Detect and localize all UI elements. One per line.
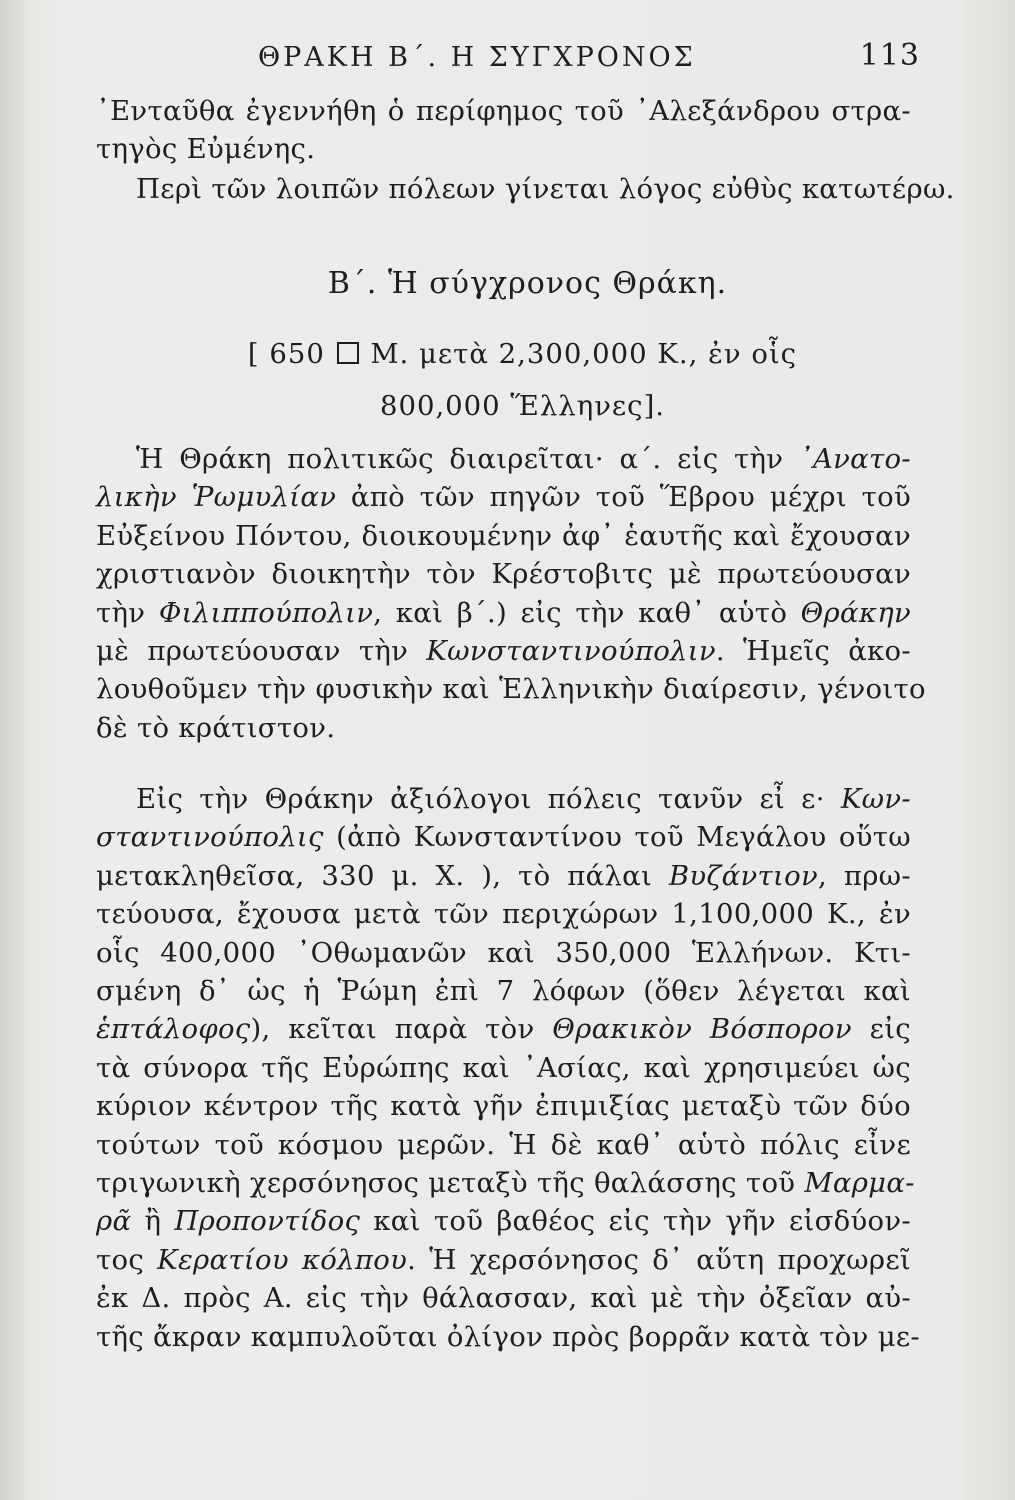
running-head: ΘΡΑΚΗ Β΄. Η ΣΥΓΧΡΟΝΟΣ (258, 42, 696, 73)
area-population-line (0, 338, 1015, 370)
text-line: λουθοῦμεν τὴν φυσικὴν καὶ Ἑλληνικὴν διαίρεσιν, γένοιτο (96, 673, 926, 706)
text-line: Εὐξείνου Πόντου, διοικουμένην ἀφ᾿ ἑαυτῆς καὶ ἔχουσαν (96, 519, 911, 552)
stats-text: [ 650 (247, 338, 325, 370)
text-line: ἑπτάλοφος), κεῖται παρὰ τὸν Θρακικὸν Βόσπορον εἰς (96, 1013, 912, 1046)
text-line: τριγωνικὴ χερσόνησος μεταξὺ τῆς θαλάσσης τοῦ Μαρμα- (96, 1167, 915, 1200)
text-line: τηγὸς Εὐμένης. (96, 133, 316, 166)
text-line: Ἡ Θράκη πολιτικῶς διαιρεῖται· α΄. εἰς τὴν ᾿Ανατο- (136, 443, 911, 475)
text-line: σταντινούπολις (ἀπὸ Κωνσταντίνου τοῦ Μεγάλου οὕτω (96, 821, 911, 854)
greek-population-line: 800,000 Ἕλληνες]. (379, 390, 666, 422)
paragraph-other-cities (96, 170, 955, 208)
text-line: μὲ πρωτεύουσαν τὴν Κωνσταντινούπολιν. Ἡμεῖς ἀκο- (96, 635, 911, 668)
text-line: ρᾶ ἢ Προποντίδος καὶ τοῦ βαθέος εἰς τὴν γῆν εἰσδύον- (96, 1205, 911, 1238)
text-line: μετακληθεῖσα, 330 μ. Χ. ), τὸ πάλαι Βυζάντιον, πρω- (96, 859, 911, 892)
paragraph-eumenes (96, 92, 911, 169)
text-line: τὰ σύνορα τῆς Εὐρώπης καὶ ᾿Ασίας, καὶ χρησιμεύει ὡς (96, 1051, 911, 1084)
text-line: τὴν Φιλιππούπολιν, καὶ β΄.) εἰς τὴν καθ᾿ αὑτὸ Θράκην (96, 596, 911, 629)
paragraph-constantinople (96, 780, 921, 1356)
text-line: τος Κερατίου κόλπου. Ἡ χερσόνησος δ᾿ αὕτη προχωρεῖ (96, 1243, 911, 1276)
square-miles-icon (337, 342, 359, 364)
text-line: ᾿Ενταῦθα ἐγεννήθη ὁ περίφημος τοῦ ᾿Αλεξάνδρου στρα- (96, 95, 911, 127)
page-number: 113 (859, 38, 920, 73)
text-line: Εἰς τὴν Θράκην ἀξιόλογοι πόλεις τανῦν εἶ ε· Κων- (136, 783, 911, 815)
text-line: χριστιανὸν διοικητὴν τὸν Κρέστοβιτς μὲ πρωτεύουσαν (96, 558, 911, 591)
text-line: τεύουσα, ἔχουσα μετὰ τῶν περιχώρων 1,100,000 Κ., ἐν (96, 898, 911, 931)
text-line: Περὶ τῶν λοιπῶν πόλεων γίνεται λόγος εὐθὺς κατωτέρω. (136, 173, 955, 205)
text-line: τῆς ἄκραν καμπυλοῦται ὀλίγον πρὸς βορρᾶν κατὰ τὸν με- (96, 1320, 921, 1353)
page-header (100, 38, 920, 78)
text-line: κύριον κέντρον τῆς κατὰ γῆν ἐπιμιξίας μεταξὺ τῶν δύο (96, 1090, 911, 1123)
text-line: ἐκ Δ. πρὸς Α. εἰς τὴν θάλασσαν, καὶ μὲ τὴν ὀξεῖαν αὐ- (96, 1282, 911, 1315)
text-line: σμένη δ᾿ ὡς ἡ Ῥώμη ἐπὶ 7 λόφων (ὅθεν λέγεται καὶ (96, 975, 911, 1008)
section-heading: Β΄. Ἡ σύγχρονος Θράκη. (327, 266, 728, 301)
text-line: τούτων τοῦ κόσμου μερῶν. Ἡ δὲ καθ᾿ αὑτὸ πόλις εἶνε (96, 1128, 911, 1161)
text-line: λικὴν Ῥωμυλίαν ἀπὸ τῶν πηγῶν τοῦ Ἕβρου μέχρι τοῦ (96, 481, 912, 514)
text-line: δὲ τὸ κράτιστον. (96, 711, 336, 744)
stats-text: Μ. μετὰ 2,300,000 Κ., ἐν οἷς (370, 338, 798, 370)
text-line: οἷς 400,000 ᾿Οθωμανῶν καὶ 350,000 Ἑλλήνων. Κτι- (96, 936, 911, 969)
paragraph-political-division (96, 440, 926, 747)
